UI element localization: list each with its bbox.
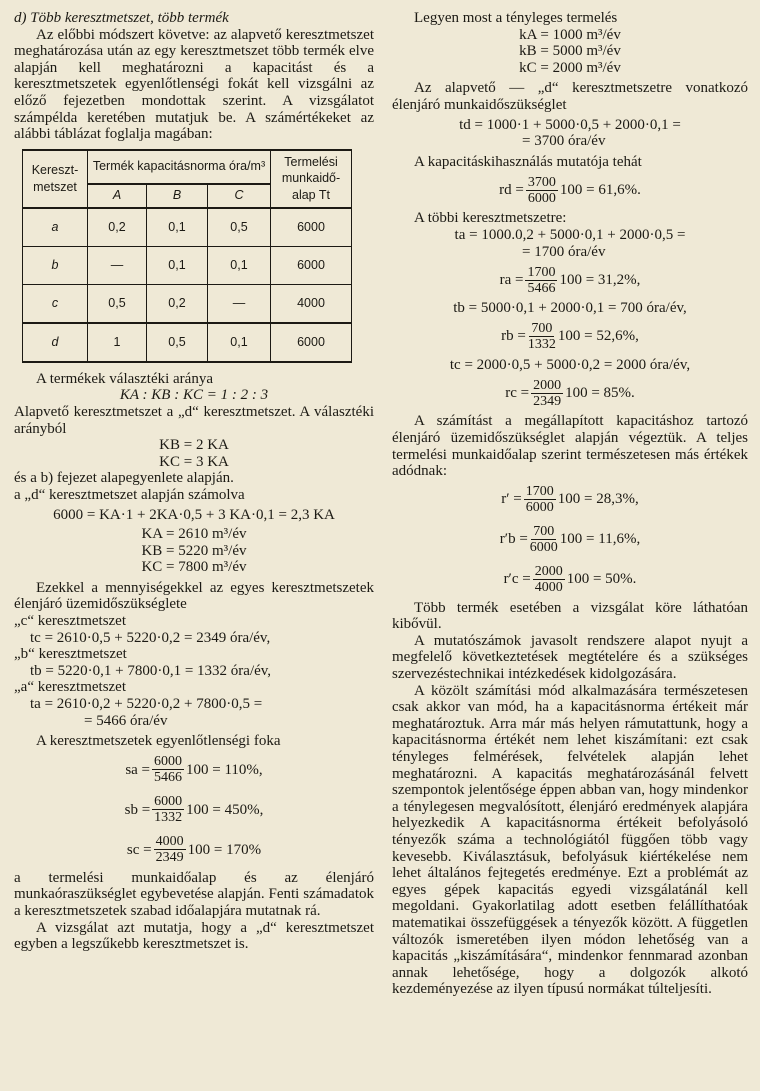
a-label: „a“ keresztmetszet — [14, 679, 127, 696]
ratio-equation: KA : KB : KC = 1 : 2 : 3 — [119, 387, 269, 404]
table-cell: 0,5 — [208, 208, 271, 247]
ta-equation: ta = 1000.0,2 + 5000·0,1 + 2000·0,5 = — [454, 226, 686, 243]
numerator: 6000 — [154, 794, 183, 810]
formula-lhs: sb = — [124, 801, 151, 818]
numerator: 2000 — [533, 377, 562, 393]
table-cell: 0,2 — [88, 208, 147, 247]
header-product-b: B — [147, 184, 208, 208]
denominator: 1332 — [527, 337, 556, 353]
end-text: a termelési munkaidőalap és az élenjáró munkaóraszükséglet egybevetése alapján. Fenti számadatok a keresztmetszetek szabad időalapjára mutatnak rá. — [14, 869, 374, 919]
header-product-c: C — [208, 184, 271, 208]
utilization-text: A kapacitáskihasználás mutatója tehát — [414, 153, 642, 170]
fraction — [533, 564, 565, 595]
table-cell: 0,1 — [147, 208, 208, 247]
numerator: 4000 — [155, 834, 184, 850]
formula-rhs: 100 = 11,6%, — [559, 531, 641, 548]
sa-formula — [14, 750, 374, 790]
table-cell: 6000 — [271, 246, 352, 284]
table-cell: 0,5 — [147, 323, 208, 362]
denominator: 5466 — [154, 770, 183, 786]
with-text: Ezekkel a mennyiségekkel az egyes keresztmetszetek élenjáró üzemidőszükséglete — [14, 579, 374, 613]
header-cross-section: Kereszt-metszet — [23, 150, 88, 208]
tb-equation: tb = 5220·0,1 + 7800·0,1 = 1332 óra/év, — [30, 662, 272, 679]
rb-formula — [392, 317, 748, 357]
d-section-text: a „d“ keresztmetszet alapján számolva — [14, 486, 245, 503]
table-cell: 0,1 — [208, 246, 271, 284]
r3-formula — [392, 560, 748, 600]
numerator: 1700 — [525, 484, 554, 500]
td-equation: td = 1000·1 + 5000·0,5 + 2000·0,1 = — [459, 116, 681, 133]
ra-formula — [392, 260, 748, 300]
rc-formula — [392, 373, 748, 413]
sc-formula — [14, 830, 374, 870]
fraction — [531, 378, 563, 409]
formula-lhs: sa = — [125, 761, 151, 778]
calc-text: A számítást a megállapított kapacitáshoz tartozó élenjáró üzemidőszükséglet alapján végeztük. A teljes termelési munkaidőalap szerint természetesen más értékek adódnak: — [392, 413, 748, 480]
kc-equation: KC = 3 KA — [159, 453, 229, 470]
header-capacity: Termék kapacitásnorma óra/m³ — [88, 150, 271, 184]
base-text: Alapvető keresztmetszet a „d“ keresztmetszet. A választéki arányból — [14, 403, 374, 437]
table-cell: 0,1 — [208, 323, 271, 362]
numerator: 3700 — [527, 174, 556, 190]
b-label: „b“ keresztmetszet — [14, 646, 127, 663]
formula-rhs: 100 = 61,6%. — [559, 182, 641, 199]
denominator: 1332 — [154, 810, 183, 826]
main-equation: 6000 = KA·1 + 2KA·0,5 + 3 KA·0,1 = 2,3 KA — [53, 506, 335, 523]
kb-equation: KB = 2 KA — [159, 437, 229, 454]
production-intro: Legyen most a tényleges termelés — [414, 10, 618, 26]
fraction — [526, 175, 558, 206]
formula-lhs: rb = — [501, 328, 526, 345]
fraction — [524, 484, 556, 515]
formula-lhs: rc = — [505, 385, 530, 402]
uneven-text: A keresztmetszetek egyenlőtlenségi foka — [36, 733, 281, 750]
table-cell: 1 — [88, 323, 147, 362]
fraction — [525, 265, 557, 296]
r1-formula — [392, 480, 748, 520]
table-row — [23, 208, 352, 247]
final-text: A vizsgálat azt mutatja, hogy a „d“ keresztmetszet egyben a legszűkebb keresztmetszet is. — [14, 919, 374, 953]
table-cell: 0,2 — [147, 284, 208, 323]
sb-formula — [14, 790, 374, 830]
table-cell: — — [208, 284, 271, 323]
paragraph-3: A közölt számítási mód alkalmazására természetesen csak akkor van mód, ha a kapacitásnorma értékeit már meghatároztuk. Arra már más helyen rámutattunk, hogy a kapacitásnorma értékét nem lehet kiszámítani: ezt csak tényleges felmérések, felvételek alapján lehet meghatározni. A kapacitás meghatározásánál felvett szempontok jelentősége éppen abban van, hogy mindenkor a ténylegesen megvalósított, élenjáró eredmények alapjára helyezkedik A kapacitásnorma értékeit befolyásoló tényezők száma a technológiától függően több vagy kevesebb. Kiválasztásuk, befolyásuk kiértékelése nem lehet általános fejtegetés eredménye. Ezt a problémát az egyes gépek kapacitás egyedi vizsgálatánál kell megoldani. Gyakorlatilag adott esetben felállíthatóak matematikai összefüggések a tényezők között. A független változók ismeretében ilyen módon lehetőség van a kapacitás „kiszámítására“, mindenkor fennmarad azonban annak lehetősége, hogy a dolgozók alkotó kezdeményezése az ilyen típusú normákat túlteljesíti. — [392, 682, 748, 998]
fraction — [528, 321, 556, 352]
formula-lhs: sc = — [126, 841, 152, 858]
fraction — [154, 834, 186, 865]
left-column — [14, 10, 374, 953]
formula-rhs: 100 = 170% — [187, 841, 262, 858]
denominator: 6000 — [527, 190, 556, 206]
formula-lhs: ra = — [499, 271, 524, 288]
numerator: 6000 — [154, 754, 183, 770]
ta-result: = 5466 óra/év — [84, 712, 168, 729]
kb-value: KB = 5220 m³/év — [141, 542, 247, 559]
denominator: 2349 — [155, 850, 184, 866]
r2-formula — [392, 520, 748, 560]
table-cell: c — [23, 284, 88, 323]
rd-formula — [392, 170, 748, 210]
paragraph-1: Több termék esetében a vizsgálat köre láthatóan kibővül. — [392, 599, 748, 633]
tc-equation: tc = 2610·0,5 + 5220·0,2 = 2349 óra/év, — [30, 629, 271, 646]
formula-rhs: 100 = 450%, — [186, 801, 264, 818]
table-cell: b — [23, 246, 88, 284]
numerator: 700 — [531, 321, 553, 337]
ka-value: KA = 2610 m³/év — [141, 526, 247, 543]
ta-result: = 1700 óra/év — [522, 243, 606, 260]
denominator: 5466 — [527, 280, 556, 296]
kb-production: kB = 5000 m³/év — [519, 43, 621, 60]
table-cell: — — [88, 246, 147, 284]
numerator: 1700 — [527, 264, 556, 280]
formula-rhs: 100 = 31,2%, — [559, 271, 641, 288]
formula-rhs: 100 = 85%. — [565, 385, 635, 402]
formula-rhs: 100 = 28,3%, — [557, 491, 639, 508]
formula-lhs: r′b = — [499, 531, 528, 548]
section-heading: d) Több keresztmetszet, több termék — [14, 10, 229, 26]
table-cell: 4000 — [271, 284, 352, 323]
denominator: 6000 — [525, 500, 554, 516]
table-cell: 6000 — [271, 208, 352, 247]
header-product-a: A — [88, 184, 147, 208]
paragraph-2: A mutatószámok javasolt rendszere alapot nyujt a megfelelő következtetések megtételére és a szükséges szervezéstechnikai intézkedések kidolgozására. — [392, 632, 748, 683]
intro-paragraph: Az előbbi módszert követve: az alapvető keresztmetszet meghatározása után az egy keresztmetszet több termék elve alapján kell meghatározni a kapacitást és a keresztmetszetek egyenlőtlenségi fokát kell vizsgálni az előző fejezetben mondottak szerint. A vizsgálatot számpélda keretében mutatjuk be. A számértékeket az alábbi táblázat foglalja magában: — [14, 26, 374, 143]
denominator: 4000 — [534, 580, 563, 596]
table-row — [23, 284, 352, 323]
header-work-time: Termelési munkaidő-alap Tt — [271, 150, 352, 208]
table-cell: 0,5 — [88, 284, 147, 323]
table-cell: d — [23, 323, 88, 362]
tc-equation: tc = 2000·0,5 + 5000·0,2 = 2000 óra/év, — [449, 356, 691, 373]
formula-rhs: 100 = 52,6%, — [557, 328, 639, 345]
kc-production: kC = 2000 m³/év — [519, 59, 621, 76]
fraction — [152, 794, 184, 825]
right-column — [392, 10, 748, 998]
capacity-table — [22, 149, 352, 363]
numerator: 700 — [533, 524, 555, 540]
fraction — [152, 754, 184, 785]
formula-rhs: 100 = 50%. — [566, 571, 637, 588]
numerator: 2000 — [534, 564, 563, 580]
kc-value: KC = 7800 m³/év — [141, 559, 247, 576]
formula-lhs: r′c = — [503, 571, 531, 588]
ta-equation: ta = 2610·0,2 + 5220·0,2 + 7800·0,5 = — [30, 696, 263, 713]
tb-equation: tb = 5000·0,1 + 2000·0,1 = 700 óra/év, — [453, 300, 687, 317]
b-chapter-text: és a b) fejezet alapegyenlete alapján. — [14, 470, 234, 487]
table-cell: 6000 — [271, 323, 352, 362]
d-section-text: Az alapvető — „d“ keresztmetszetre vonatkozó élenjáró munkaidőszükséglet — [392, 80, 748, 113]
ratio-intro: A termékek választéki aránya — [36, 370, 213, 387]
c-label: „c“ keresztmetszet — [14, 613, 127, 630]
ka-production: kA = 1000 m³/év — [519, 26, 621, 43]
td-result: = 3700 óra/év — [522, 133, 606, 150]
formula-lhs: rd = — [499, 182, 524, 199]
table-row — [23, 323, 352, 362]
table-cell: a — [23, 208, 88, 247]
formula-rhs: 100 = 110%, — [186, 761, 263, 778]
formula-lhs: r′ = — [501, 491, 522, 508]
denominator: 2349 — [533, 393, 562, 409]
fraction — [530, 524, 558, 555]
table-row — [23, 246, 352, 284]
table-cell: 0,1 — [147, 246, 208, 284]
other-text: A többi keresztmetszetre: — [414, 210, 567, 227]
denominator: 6000 — [529, 540, 558, 556]
